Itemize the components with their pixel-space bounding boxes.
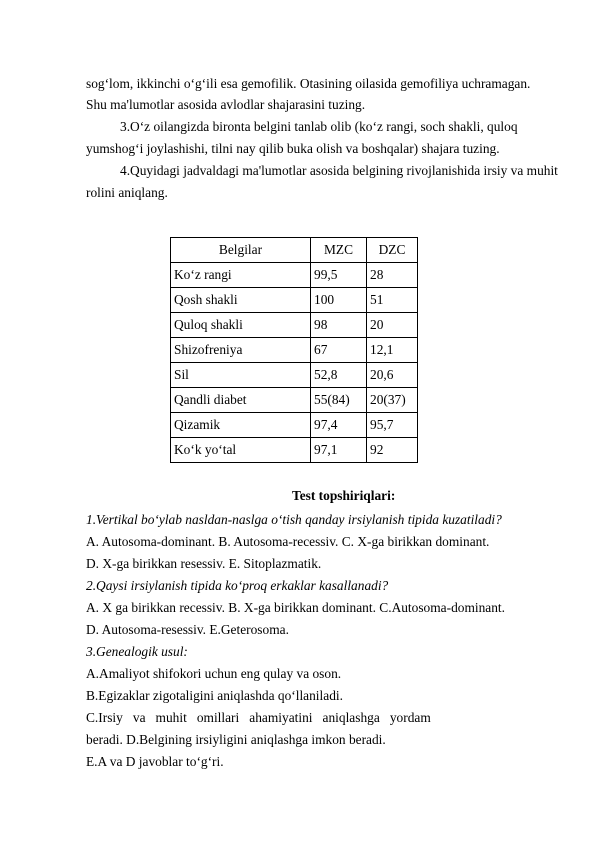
task-3-line-2: yumshog‘i joylashishi, tilni nay qilib buka olish va boshqalar) shajara tuzing. bbox=[86, 141, 500, 156]
task-3-line-1: 3.O‘z oilangizda bironta belgini tanlab olib (ko‘z rangi, soch shakli, quloq bbox=[120, 119, 518, 134]
question-3-option-a: A.Amaliyot shifokori uchun eng qulay va oson. bbox=[86, 666, 342, 681]
cell-trait: Shizofreniya bbox=[171, 338, 311, 363]
question-3-option-e: E.A va D javoblar to‘g‘ri. bbox=[86, 754, 224, 769]
cell-trait: Sil bbox=[171, 363, 311, 388]
question-3-option-b: B.Egizaklar zigotaligini aniqlashda qo‘llaniladi. bbox=[86, 688, 343, 703]
intro-line-1: sog‘lom, ikkinchi o‘g‘ili esa gemofilik. Otasining oilasida gemofiliya uchramagan. bbox=[86, 76, 531, 91]
cell-dzc: 51 bbox=[367, 288, 418, 313]
cell-mzc: 97,4 bbox=[311, 413, 367, 438]
cell-trait: Qizamik bbox=[171, 413, 311, 438]
cell-trait: Qandli diabet bbox=[171, 388, 311, 413]
question-1-options-2: D. X-ga birikkan resessiv. E. Sitoplazmatik. bbox=[86, 556, 322, 571]
header-belgilar: Belgilar bbox=[171, 238, 311, 263]
header-mzc: MZC bbox=[311, 238, 367, 263]
table-row bbox=[171, 313, 418, 338]
question-1: 1.Vertikal bo‘ylab nasldan-naslga o‘tish qanday irsiylanish tipida kuzatiladi? bbox=[86, 512, 502, 527]
cell-dzc: 20 bbox=[367, 313, 418, 338]
question-2-options-2: D. Autosoma-resessiv. E.Geterosoma. bbox=[86, 622, 289, 637]
task-4-line-2: rolini aniqlang. bbox=[86, 185, 168, 200]
cell-dzc: 20,6 bbox=[367, 363, 418, 388]
cell-trait: Ko‘z rangi bbox=[171, 263, 311, 288]
table-row bbox=[171, 438, 418, 463]
question-3-option-c-cont: beradi. D.Belgining irsiyligini aniqlashga imkon beradi. bbox=[86, 732, 386, 747]
question-1-options-1: A. Autosoma-dominant. B. Autosoma-recessiv. C. X-ga birikkan dominant. bbox=[86, 534, 490, 549]
cell-trait: Quloq shakli bbox=[171, 313, 311, 338]
cell-mzc: 55(84) bbox=[311, 388, 367, 413]
cell-mzc: 52,8 bbox=[311, 363, 367, 388]
task-4-line-1: 4.Quyidagi jadvaldagi ma'lumotlar asosida belgining rivojlanishida irsiy va muhit bbox=[120, 163, 558, 178]
cell-dzc: 28 bbox=[367, 263, 418, 288]
cell-mzc: 67 bbox=[311, 338, 367, 363]
cell-mzc: 99,5 bbox=[311, 263, 367, 288]
question-2: 2.Qaysi irsiylanish tipida ko‘proq erkaklar kasallanadi? bbox=[86, 578, 389, 593]
table-header-row bbox=[171, 238, 418, 263]
cell-mzc: 98 bbox=[311, 313, 367, 338]
table-row bbox=[171, 363, 418, 388]
cell-trait: Qosh shakli bbox=[171, 288, 311, 313]
cell-dzc: 95,7 bbox=[367, 413, 418, 438]
tests-title: Test topshiriqlari: bbox=[292, 488, 396, 503]
table-row bbox=[171, 263, 418, 288]
table-row bbox=[171, 388, 418, 413]
data-table bbox=[170, 237, 418, 463]
question-3-option-c: C.Irsiy va muhit omillari ahamiyatini aniqlashga yordam bbox=[86, 710, 431, 725]
table-row bbox=[171, 413, 418, 438]
cell-dzc: 12,1 bbox=[367, 338, 418, 363]
cell-trait: Ko‘k yo‘tal bbox=[171, 438, 311, 463]
table-row bbox=[171, 338, 418, 363]
cell-mzc: 97,1 bbox=[311, 438, 367, 463]
intro-line-2: Shu ma'lumotlar asosida avlodlar shajarasini tuzing. bbox=[86, 97, 366, 112]
cell-dzc: 20(37) bbox=[367, 388, 418, 413]
question-2-options-1: A. X ga birikkan recessiv. B. X-ga birikkan dominant. C.Autosoma-dominant. bbox=[86, 600, 505, 615]
table-row bbox=[171, 288, 418, 313]
cell-dzc: 92 bbox=[367, 438, 418, 463]
question-3: 3.Genealogik usul: bbox=[86, 644, 188, 659]
cell-mzc: 100 bbox=[311, 288, 367, 313]
header-dzc: DZC bbox=[367, 238, 418, 263]
